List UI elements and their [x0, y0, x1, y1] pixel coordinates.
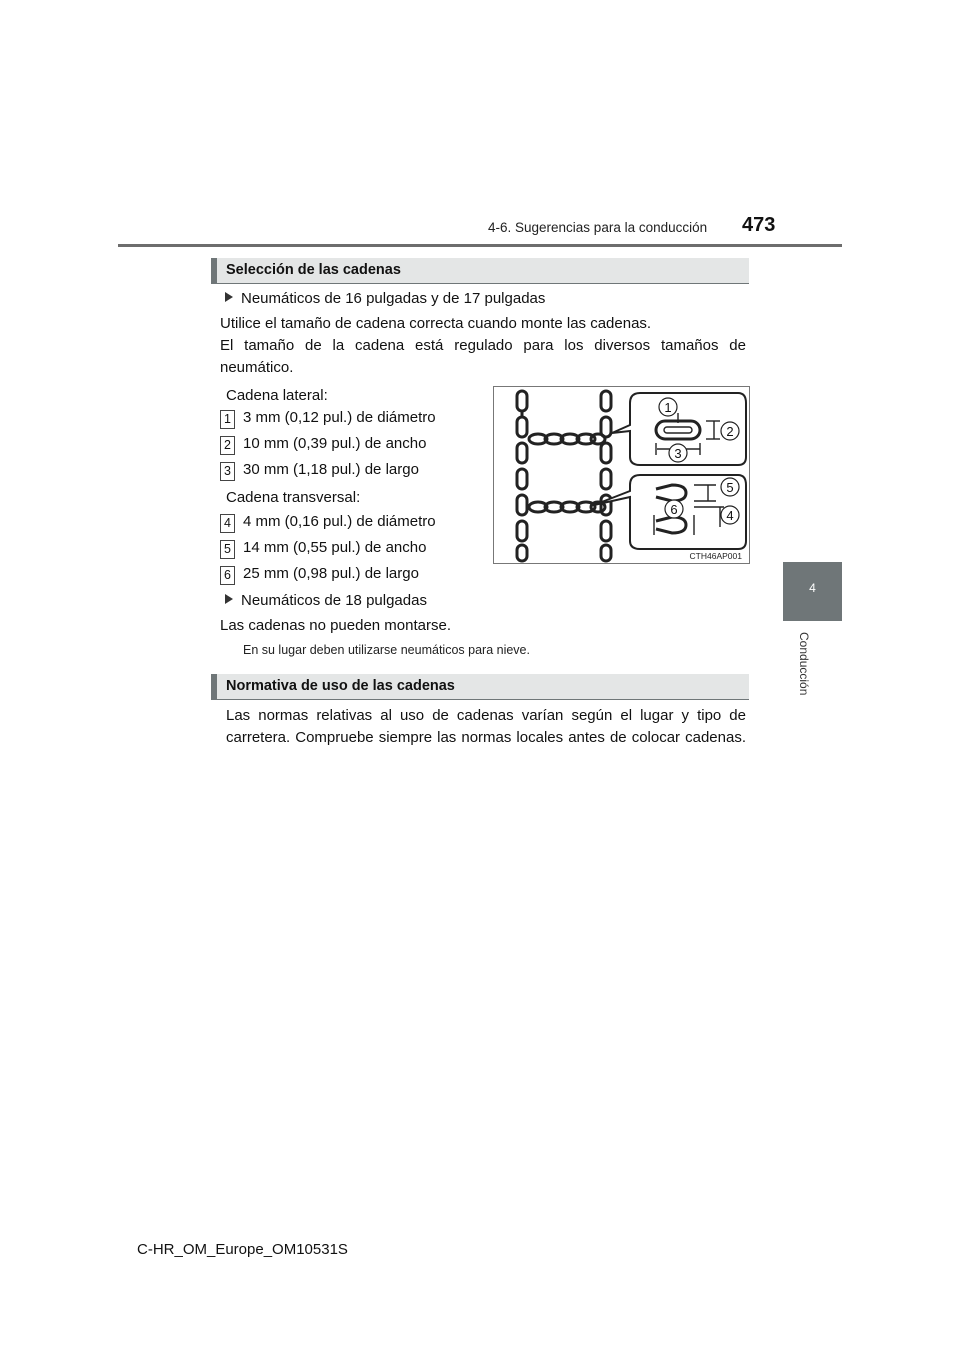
- svg-text:3: 3: [674, 446, 682, 461]
- svg-text:5: 5: [726, 480, 734, 495]
- section-heading-chain-selection: [211, 258, 749, 284]
- spec-item-2: [220, 435, 426, 455]
- intro-line-3: neumático.: [220, 359, 294, 376]
- figure-code: CTH46AP001: [689, 551, 742, 561]
- intro-line-2: El tamaño de la cadena está regulado para los diversos tamaños de: [220, 337, 746, 354]
- svg-text:1: 1: [664, 400, 672, 415]
- section-heading-text: Normativa de uso de las cadenas: [226, 678, 455, 694]
- spec-text: 25 mm (0,98 pul.) de largo: [243, 565, 419, 582]
- bullet-tire-18: [225, 592, 427, 609]
- regulations-paragraph: [226, 705, 746, 749]
- callout-circle-1: [659, 398, 677, 416]
- svg-text:4: 4: [726, 508, 734, 523]
- bullet-text: Neumáticos de 16 pulgadas y de 17 pulgadas: [241, 290, 546, 307]
- spec-item-4: [220, 513, 436, 533]
- spec-item-1: [220, 409, 436, 429]
- right-vertical-chain: [601, 391, 611, 561]
- side-chain-label: Cadena lateral:: [226, 387, 328, 404]
- spec-item-5: [220, 539, 426, 559]
- svg-text:2: 2: [726, 424, 734, 439]
- triangle-bullet-icon: [225, 292, 233, 302]
- callout-number: 1: [220, 410, 235, 429]
- chapter-tab-number: 4: [809, 581, 816, 595]
- callout-number: 4: [220, 514, 235, 533]
- spec-text: 10 mm (0,39 pul.) de ancho: [243, 435, 427, 452]
- callout-number: 2: [220, 436, 235, 455]
- note-text: En su lugar deben utilizarse neumáticos para nieve.: [243, 643, 530, 657]
- callout-circle-6: [665, 500, 683, 518]
- document-id: C-HR_OM_Europe_OM10531S: [137, 1241, 348, 1258]
- callout-circle-5: [721, 478, 739, 496]
- spec-item-3: [220, 461, 419, 481]
- callout-circle-3: [669, 444, 687, 462]
- spec-text: 14 mm (0,55 pul.) de ancho: [243, 539, 427, 556]
- page-number: 473: [742, 214, 776, 236]
- intro-line-1: Utilice el tamaño de cadena correcta cuando monte las cadenas.: [220, 315, 652, 332]
- callout-number: 6: [220, 566, 235, 585]
- no-mount-text: Las cadenas no pueden montarse.: [220, 617, 451, 634]
- regulations-line-1: Las normas relativas al uso de cadenas varían según el lugar y tipo de: [226, 707, 746, 724]
- tire-chain-figure: [493, 386, 750, 564]
- callout-circle-2: [721, 422, 739, 440]
- spec-item-6: [220, 565, 419, 585]
- header-divider: [118, 244, 842, 247]
- running-header: 4-6. Sugerencias para la conducción: [488, 220, 708, 235]
- spec-text: 4 mm (0,16 pul.) de diámetro: [243, 513, 436, 530]
- spec-text: 30 mm (1,18 pul.) de largo: [243, 461, 419, 478]
- cross-chain-label: Cadena transversal:: [226, 489, 361, 506]
- left-vertical-chain: [517, 391, 527, 561]
- bullet-text: Neumáticos de 18 pulgadas: [241, 592, 427, 609]
- chapter-tab-label: Conducción: [797, 632, 811, 696]
- callout-number: 5: [220, 540, 235, 559]
- chapter-tab[interactable]: [783, 562, 842, 621]
- lower-cross-chain: [529, 502, 605, 512]
- intro-paragraph: [220, 313, 746, 379]
- spec-text: 3 mm (0,12 pul.) de diámetro: [243, 409, 436, 426]
- triangle-bullet-icon: [225, 594, 233, 604]
- section-heading-chain-regulations: [211, 674, 749, 700]
- upper-cross-chain: [529, 434, 605, 444]
- bullet-tire-16-17: [225, 290, 545, 307]
- tire-chain-illustration: [494, 387, 749, 563]
- callout-number: 3: [220, 462, 235, 481]
- section-heading-text: Selección de las cadenas: [226, 262, 401, 278]
- svg-text:6: 6: [670, 502, 678, 517]
- callout-circle-4: [721, 506, 739, 524]
- regulations-line-2: carretera. Compruebe siempre las normas locales antes de colocar cadenas.: [226, 729, 746, 746]
